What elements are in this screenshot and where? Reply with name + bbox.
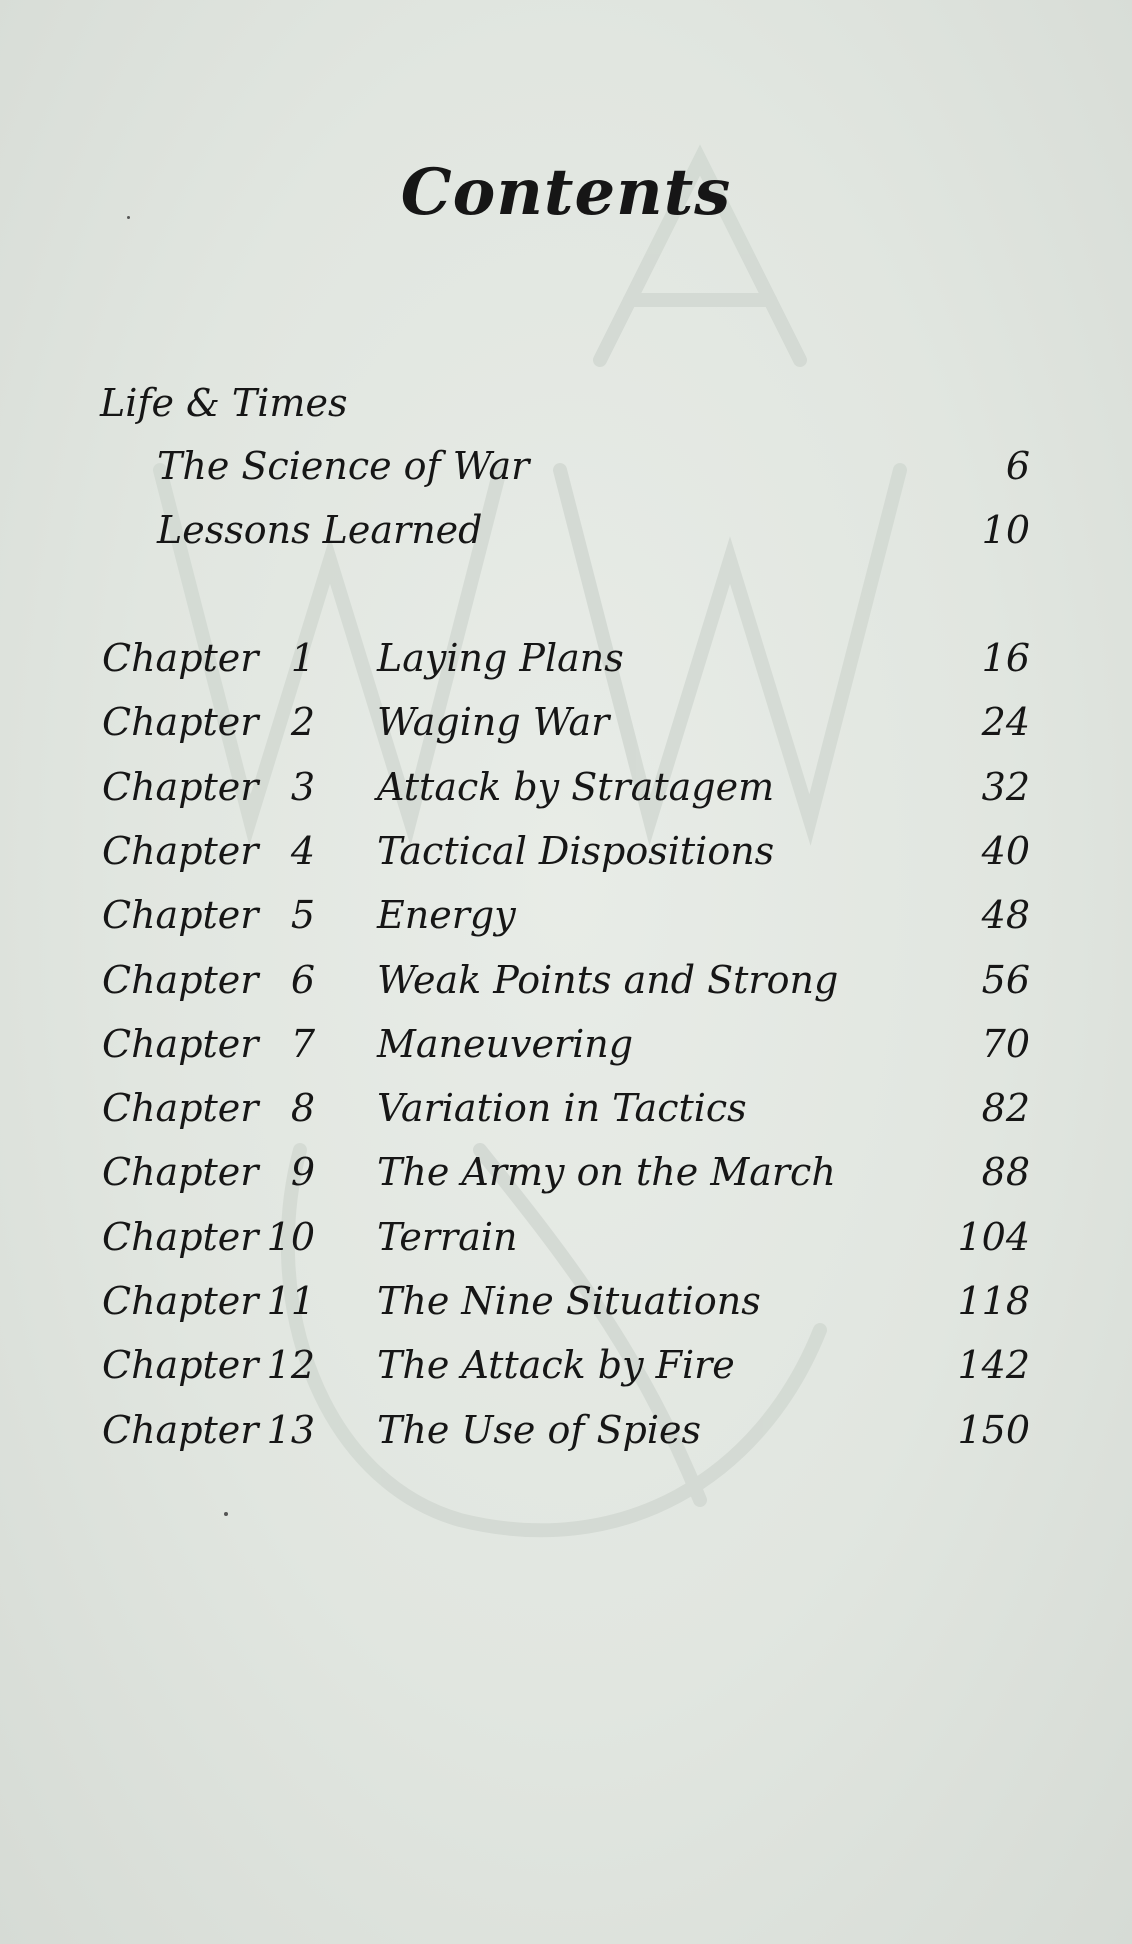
chapter-title: Energy bbox=[377, 893, 516, 937]
chapter-title: The Army on the March bbox=[377, 1150, 836, 1194]
chapter-title: Terrain bbox=[377, 1215, 518, 1259]
toc-entry bbox=[0, 438, 1132, 494]
chapter-row bbox=[0, 887, 1132, 943]
chapter-title: Tactical Dispositions bbox=[377, 829, 775, 873]
chapter-title: Waging War bbox=[377, 700, 610, 744]
chapter-label: Chapter bbox=[102, 958, 259, 1002]
chapter-number: 6 bbox=[290, 958, 315, 1002]
chapter-row bbox=[0, 694, 1132, 750]
section-header-life-times bbox=[0, 375, 1132, 431]
chapter-title: The Nine Situations bbox=[377, 1279, 761, 1323]
chapter-number: 4 bbox=[290, 829, 315, 873]
chapter-row bbox=[0, 1209, 1132, 1265]
chapter-number: 10 bbox=[266, 1215, 315, 1259]
chapter-number: 11 bbox=[266, 1279, 315, 1323]
section-title: Life & Times bbox=[100, 381, 348, 425]
chapter-row bbox=[0, 952, 1132, 1008]
page-number: 118 bbox=[957, 1279, 1030, 1323]
chapter-number: 12 bbox=[266, 1343, 315, 1387]
chapter-row bbox=[0, 1144, 1132, 1200]
chapter-number: 2 bbox=[290, 700, 315, 744]
page-number: 88 bbox=[981, 1150, 1030, 1194]
chapter-row bbox=[0, 823, 1132, 879]
chapter-label: Chapter bbox=[102, 636, 259, 680]
speck-mark bbox=[224, 1512, 228, 1516]
chapter-label: Chapter bbox=[102, 893, 259, 937]
chapter-row bbox=[0, 1402, 1132, 1458]
chapter-title: Variation in Tactics bbox=[377, 1086, 747, 1130]
chapter-label: Chapter bbox=[102, 1343, 259, 1387]
chapter-label: Chapter bbox=[102, 1408, 259, 1452]
page-number: 82 bbox=[981, 1086, 1030, 1130]
chapter-number: 8 bbox=[290, 1086, 315, 1130]
chapter-row bbox=[0, 759, 1132, 815]
page-number: 40 bbox=[981, 829, 1030, 873]
entry-title: Lessons Learned bbox=[157, 508, 483, 552]
chapter-label: Chapter bbox=[102, 1086, 259, 1130]
chapter-label: Chapter bbox=[102, 700, 259, 744]
page-number: 142 bbox=[957, 1343, 1030, 1387]
chapter-number: 3 bbox=[290, 765, 315, 809]
chapter-row bbox=[0, 1080, 1132, 1136]
page-title: Contents bbox=[400, 155, 732, 230]
chapter-label: Chapter bbox=[102, 765, 259, 809]
chapter-title: The Use of Spies bbox=[377, 1408, 702, 1452]
page-number: 32 bbox=[981, 765, 1030, 809]
speck-mark bbox=[127, 216, 130, 219]
chapter-label: Chapter bbox=[102, 829, 259, 873]
page-number: 150 bbox=[957, 1408, 1030, 1452]
page-number: 6 bbox=[1005, 444, 1030, 488]
entry-title: The Science of War bbox=[157, 444, 530, 488]
chapter-title: Attack by Stratagem bbox=[377, 765, 775, 809]
page-number: 70 bbox=[981, 1022, 1030, 1066]
chapter-label: Chapter bbox=[102, 1279, 259, 1323]
chapter-number: 7 bbox=[290, 1022, 315, 1066]
chapter-title: Laying Plans bbox=[377, 636, 624, 680]
chapter-number: 13 bbox=[266, 1408, 315, 1452]
chapter-label: Chapter bbox=[102, 1150, 259, 1194]
toc-entry bbox=[0, 502, 1132, 558]
chapter-title: Maneuvering bbox=[377, 1022, 634, 1066]
page-number: 104 bbox=[957, 1215, 1030, 1259]
chapter-title: The Attack by Fire bbox=[377, 1343, 735, 1387]
chapter-number: 9 bbox=[290, 1150, 315, 1194]
page-number: 16 bbox=[981, 636, 1030, 680]
page-number: 48 bbox=[981, 893, 1030, 937]
page-number: 24 bbox=[981, 700, 1030, 744]
chapter-label: Chapter bbox=[102, 1022, 259, 1066]
page-number: 10 bbox=[981, 508, 1030, 552]
page-number: 56 bbox=[981, 958, 1030, 1002]
chapter-number: 1 bbox=[290, 636, 315, 680]
chapter-title: Weak Points and Strong bbox=[377, 958, 839, 1002]
chapter-row bbox=[0, 1016, 1132, 1072]
chapter-label: Chapter bbox=[102, 1215, 259, 1259]
chapter-number: 5 bbox=[290, 893, 315, 937]
chapter-row bbox=[0, 630, 1132, 686]
chapter-row bbox=[0, 1273, 1132, 1329]
chapter-row bbox=[0, 1337, 1132, 1393]
